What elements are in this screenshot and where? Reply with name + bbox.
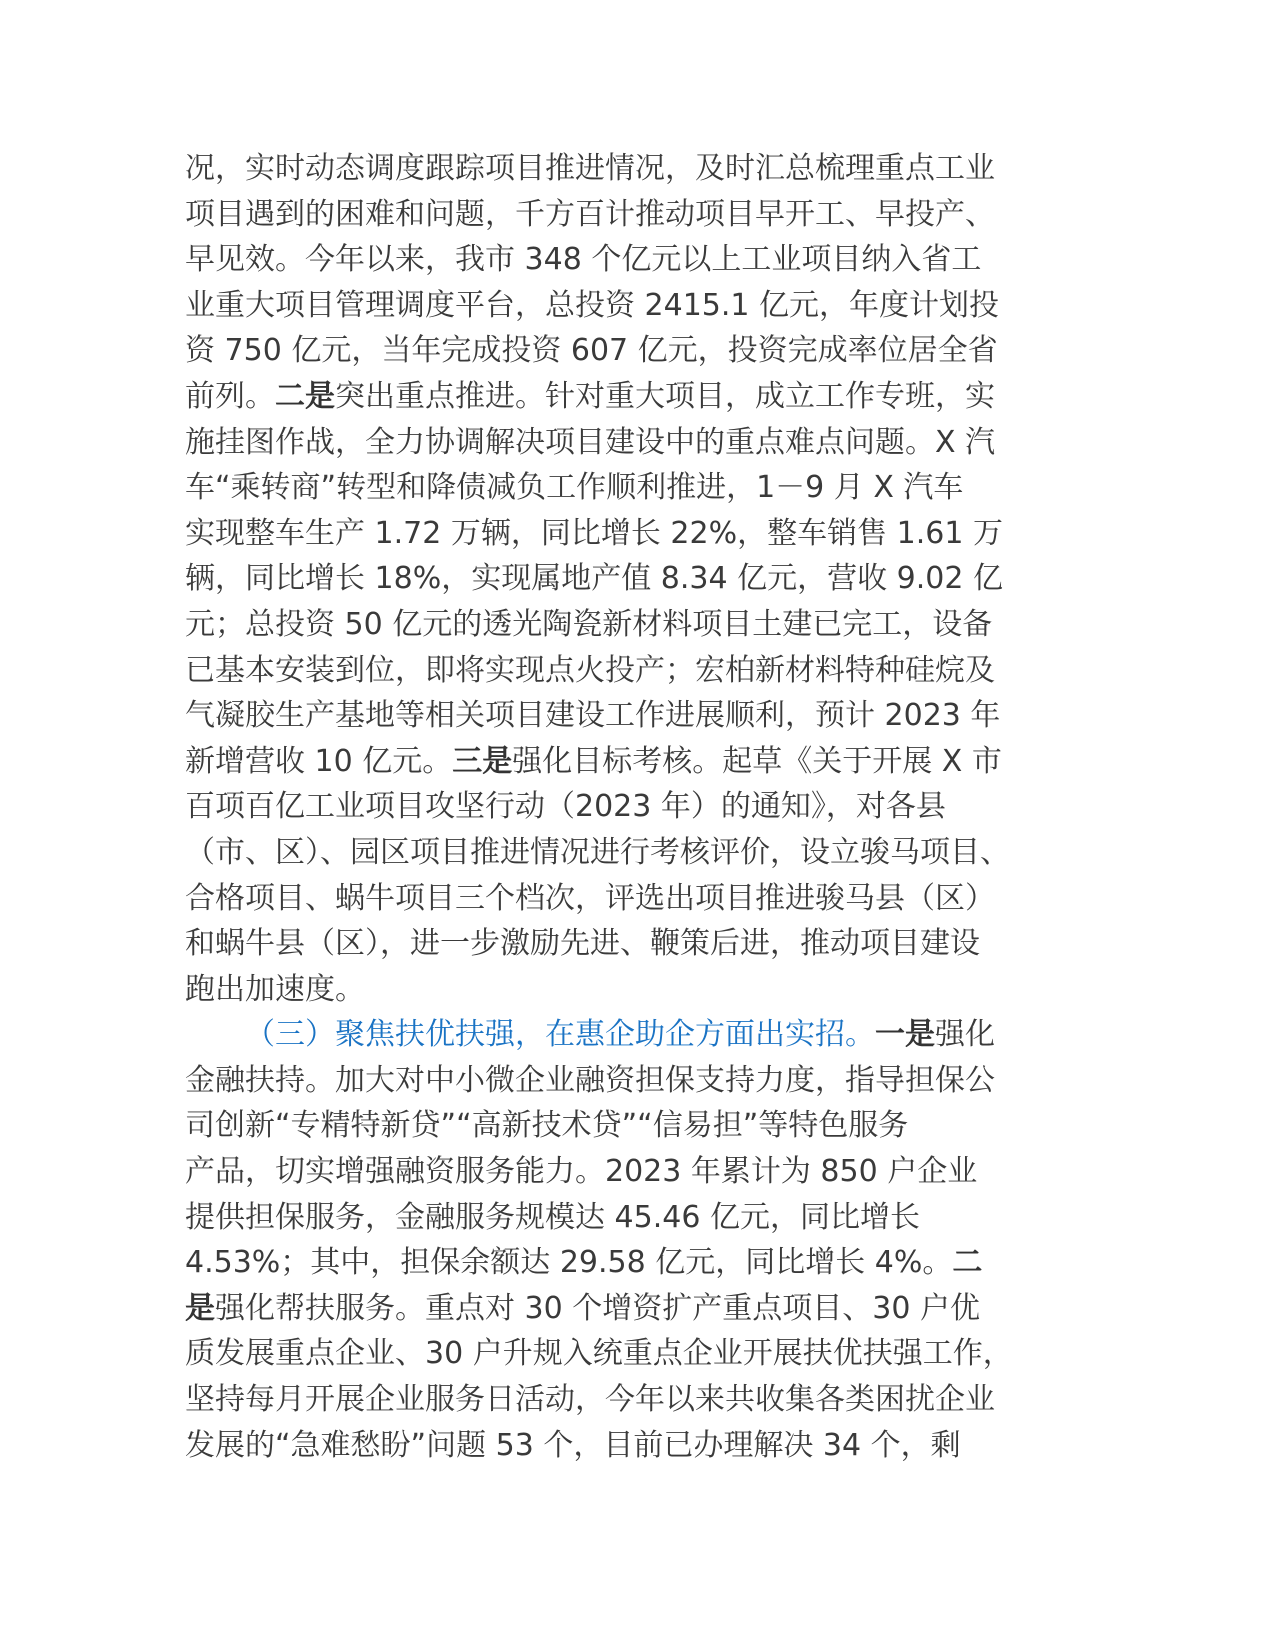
text-line bbox=[185, 1423, 1085, 1469]
emphasis-text: 一是 bbox=[875, 1017, 935, 1053]
body-text: 百项百亿工业项目攻坚行动（2023 年）的通知》，对各县 bbox=[185, 789, 946, 825]
text-line bbox=[185, 465, 1085, 511]
section-heading: （三）聚焦扶优扶强，在惠企助企方面出实招。 bbox=[245, 1017, 875, 1053]
body-text: 资 750 亿元，当年完成投资 607 亿元，投资完成率位居全省 bbox=[185, 333, 998, 369]
text-line bbox=[185, 192, 1085, 238]
body-text: 突出重点推进。针对重大项目，成立工作专班，实 bbox=[335, 378, 995, 414]
body-text: 气凝胶生产基地等相关项目建设工作进展顺利，预计 2023 年 bbox=[185, 698, 1001, 734]
emphasis-text: 是 bbox=[185, 1290, 215, 1326]
body-text: 施挂图作战，全力协调解决项目建设中的重点难点问题。X 汽 bbox=[185, 424, 996, 460]
body-text: 发展的“急难愁盼”问题 53 个，目前已办理解决 34 个，剩 bbox=[185, 1427, 961, 1463]
body-text: 强化帮扶服务。重点对 30 个增资扩产重点项目、30 户优 bbox=[215, 1290, 980, 1326]
body-text: 金融扶持。加大对中小微企业融资担保支持力度，指导担保公 bbox=[185, 1062, 995, 1098]
body-text: 业重大项目管理调度平台，总投资 2415.1 亿元，年度计划投 bbox=[185, 287, 1000, 323]
emphasis-text: 二 bbox=[952, 1245, 983, 1281]
body-text: 产品，切实增强融资服务能力。2023 年累计为 850 户企业 bbox=[185, 1154, 978, 1190]
body-text: 新增营收 10 亿元。 bbox=[185, 743, 453, 779]
text-line bbox=[185, 921, 1085, 967]
body-text: 4.53%；其中，担保余额达 29.58 亿元，同比增长 4%。 bbox=[185, 1245, 953, 1281]
body-text: 坚持每月开展企业服务日活动，今年以来共收集各类困扰企业 bbox=[185, 1382, 995, 1418]
body-text: 项目遇到的困难和问题，千方百计推动项目早开工、早投产、 bbox=[185, 196, 995, 232]
text-line bbox=[185, 1240, 1085, 1286]
text-line bbox=[185, 1195, 1085, 1241]
text-line bbox=[185, 328, 1085, 374]
body-text: 前列。 bbox=[185, 378, 275, 414]
text-line bbox=[185, 1149, 1085, 1195]
text-line bbox=[185, 283, 1085, 329]
text-line bbox=[185, 967, 1085, 1013]
text-line bbox=[185, 876, 1085, 922]
text-line bbox=[185, 1331, 1085, 1377]
text-line bbox=[185, 420, 1085, 466]
body-text: 已基本安装到位，即将实现点火投产；宏柏新材料特种硅烷及 bbox=[185, 652, 995, 688]
text-line bbox=[185, 556, 1085, 602]
body-text: 况，实时动态调度跟踪项目推进情况，及时汇总梳理重点工业 bbox=[185, 151, 995, 186]
text-line bbox=[185, 1058, 1085, 1104]
text-line bbox=[185, 784, 1085, 830]
body-text: 司创新“专精特新贷”“高新技术贷”“信易担”等特色服务 bbox=[185, 1108, 909, 1144]
document-body bbox=[185, 146, 1085, 1468]
body-text: 早见效。今年以来，我市 348 个亿元以上工业项目纳入省工 bbox=[185, 242, 982, 278]
body-text: 辆，同比增长 18%，实现属地产值 8.34 亿元，营收 9.02 亿 bbox=[185, 561, 1003, 597]
text-line bbox=[185, 1286, 1085, 1332]
body-text: 强化目标考核。起草《关于开展 X 市 bbox=[512, 743, 1002, 779]
text-line bbox=[185, 374, 1085, 420]
emphasis-text: 二是 bbox=[275, 378, 335, 414]
emphasis-text: 三是 bbox=[452, 743, 513, 779]
body-text: 元；总投资 50 亿元的透光陶瓷新材料项目土建已完工，设备 bbox=[185, 606, 993, 642]
text-line bbox=[185, 511, 1085, 557]
text-line bbox=[185, 648, 1085, 694]
body-text: 跑出加速度。 bbox=[185, 971, 365, 1007]
text-line bbox=[185, 146, 1085, 192]
text-line bbox=[185, 1103, 1085, 1149]
text-line bbox=[185, 693, 1085, 739]
text-line bbox=[185, 1012, 1085, 1058]
text-line bbox=[185, 602, 1085, 648]
body-text: 质发展重点企业、30 户升规入统重点企业开展扶优扶强工作， bbox=[185, 1336, 1013, 1372]
body-text: 强化 bbox=[935, 1017, 995, 1053]
body-text: （市、区）、园区项目推进情况进行考核评价，设立骏马项目、 bbox=[185, 834, 1010, 870]
body-text: 和蜗牛县（区），进一步激励先进、鞭策后进，推动项目建设 bbox=[185, 926, 980, 962]
text-line bbox=[185, 237, 1085, 283]
body-text: 提供担保服务，金融服务规模达 45.46 亿元，同比增长 bbox=[185, 1199, 920, 1235]
text-line bbox=[185, 739, 1085, 785]
text-line bbox=[185, 1377, 1085, 1423]
text-line bbox=[185, 830, 1085, 876]
body-text: 实现整车生产 1.72 万辆，同比增长 22%，整车销售 1.61 万 bbox=[185, 515, 1003, 551]
body-text: 合格项目、蜗牛项目三个档次，评选出项目推进骏马县（区） bbox=[185, 880, 995, 916]
body-text: 车“乘转商”转型和降债减负工作顺利推进，1－9 月 X 汽车 bbox=[185, 470, 964, 506]
